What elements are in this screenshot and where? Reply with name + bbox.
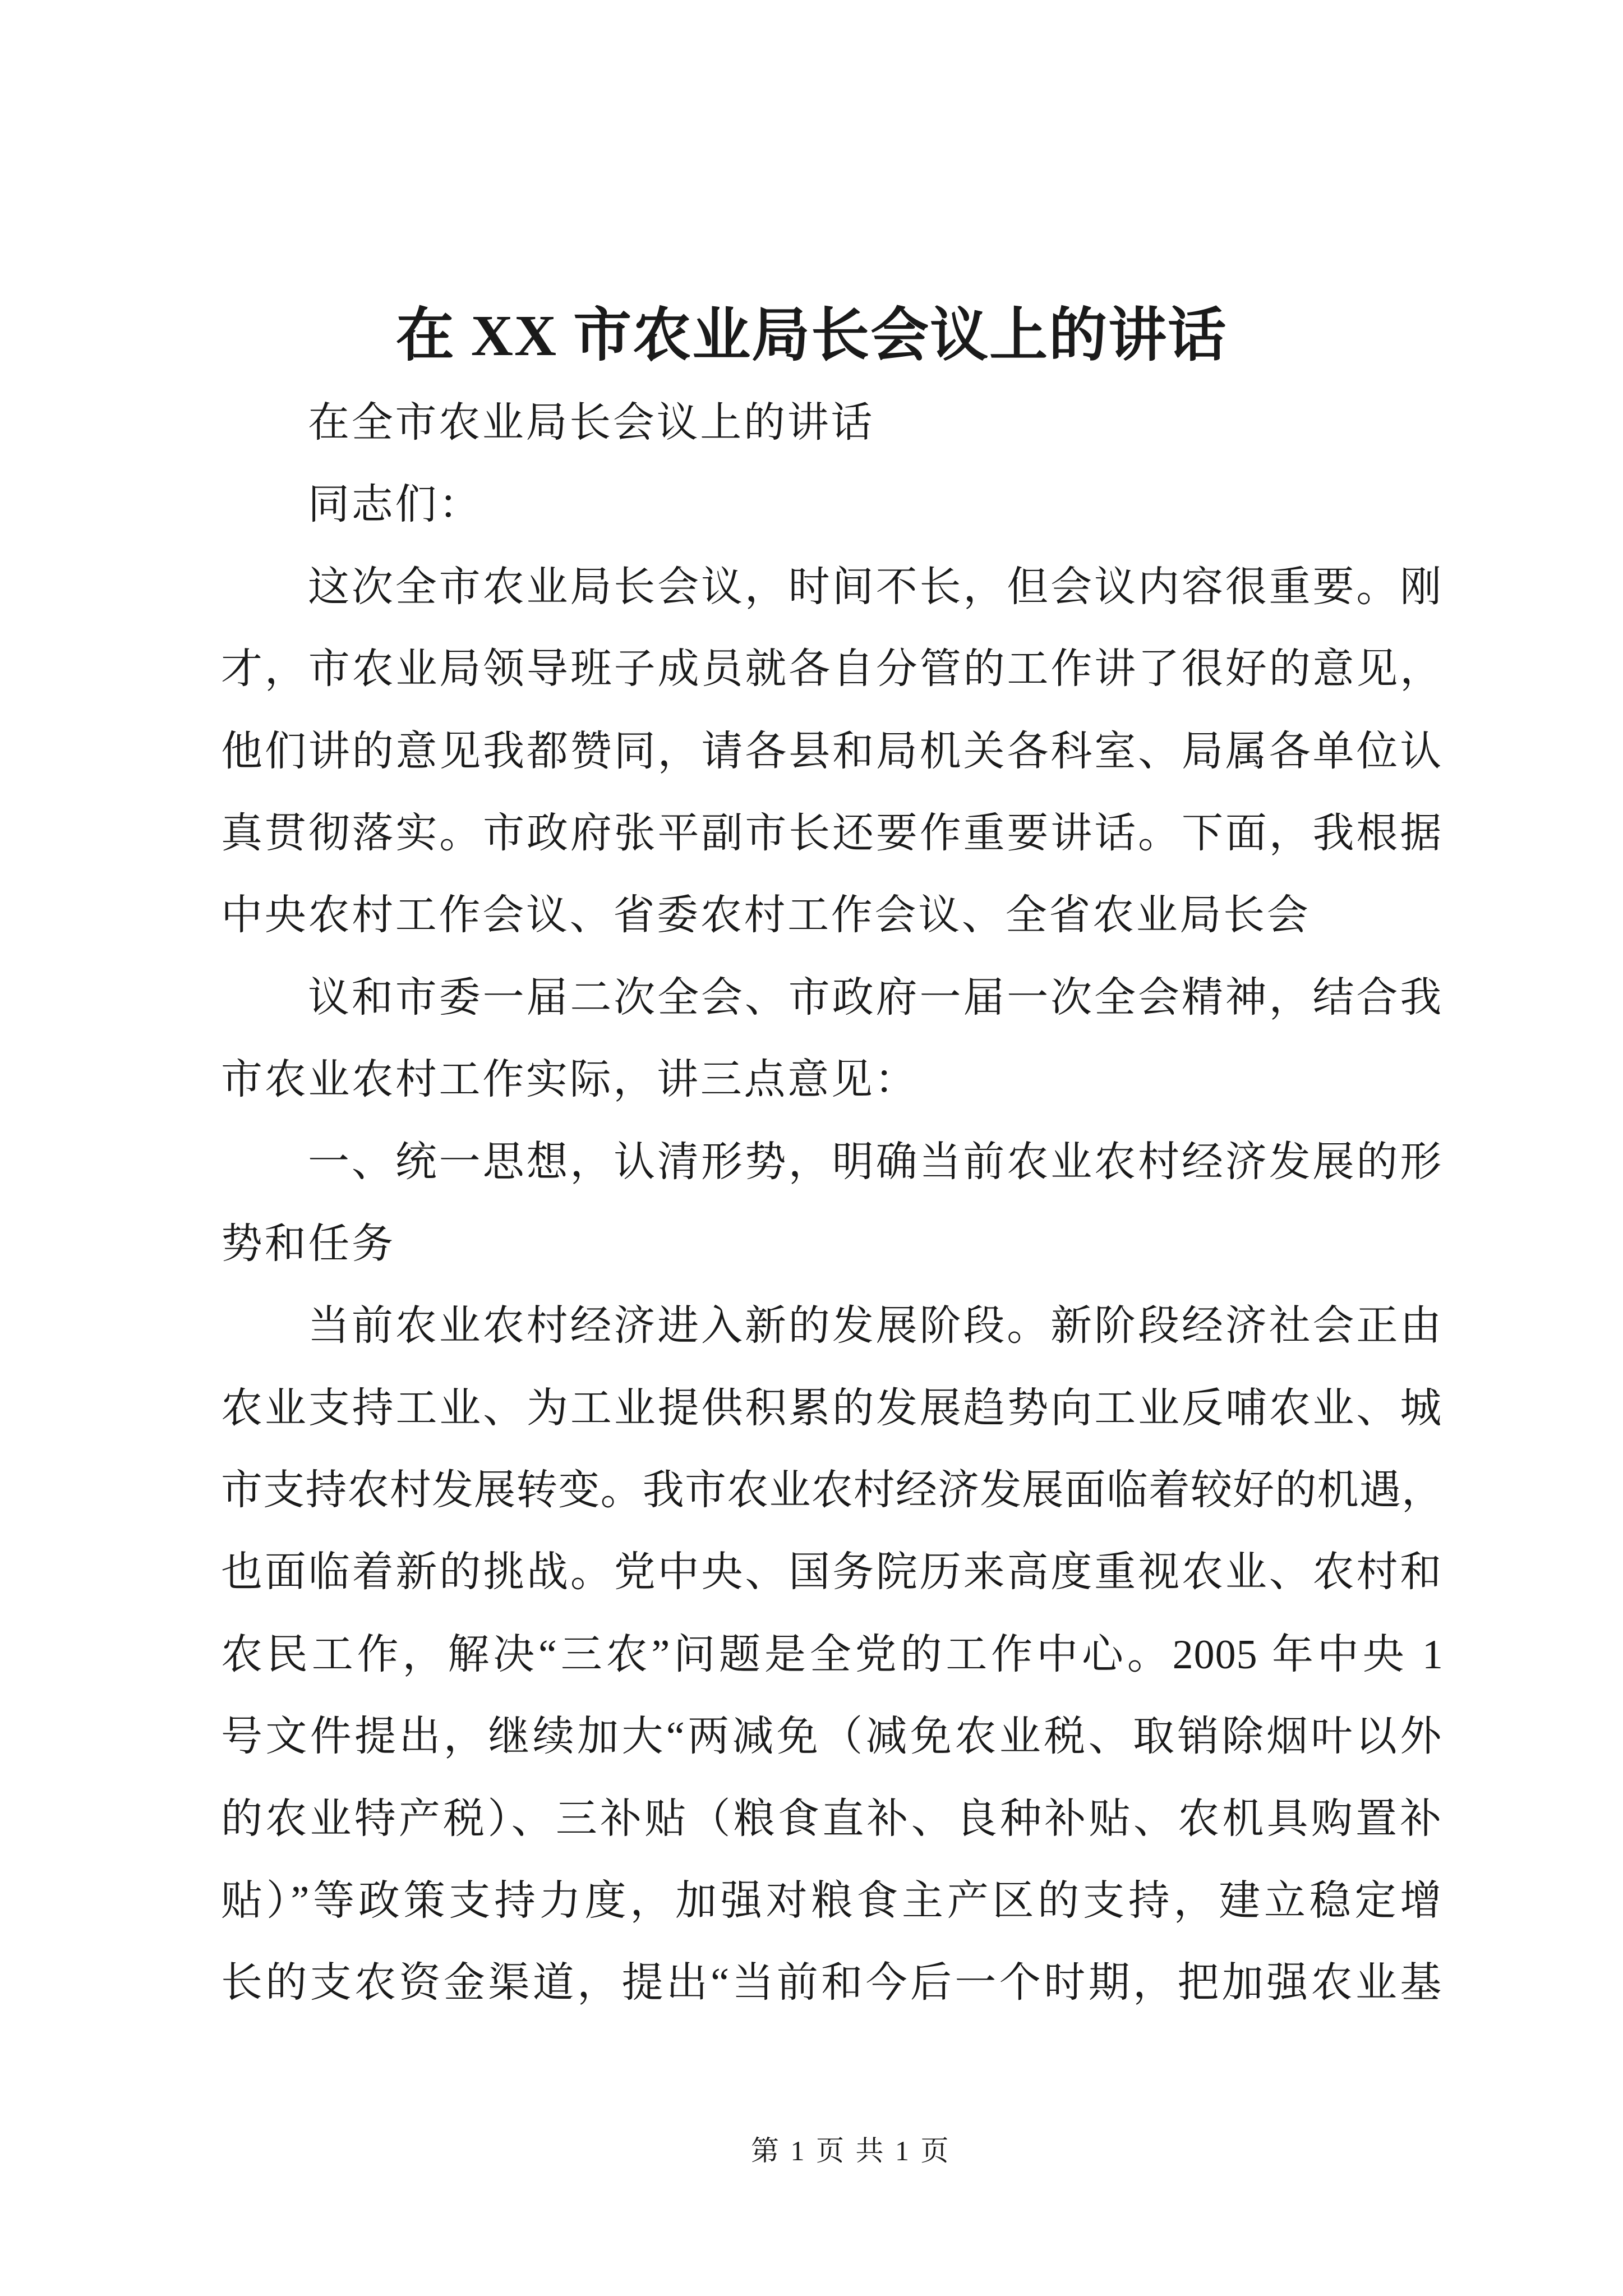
paragraph-line: 市支持农村发展转变。我市农业农村经济发展面临着较好的机遇， (221, 1467, 1444, 1514)
paragraph-line: 中央农村工作会议、省委农村工作会议、全省农业局长会 (221, 892, 1311, 939)
paragraph-line: 这次全市农业局长会议，时间不长，但会议内容很重要。刚 (308, 564, 1444, 610)
section-heading-line: 一、统一思想，认清形势，明确当前农业农村经济发展的形 (308, 1139, 1444, 1185)
paragraph-line: 农业支持工业、为工业提供积累的发展趋势向工业反哺农业、城 (221, 1385, 1444, 1432)
paragraph-line: 当前农业农村经济进入新的发展阶段。新阶段经济社会正由 (308, 1303, 1444, 1350)
paragraph-line: 农民工作，解决“三农”问题是全党的工作中心。2005 年中央 1 (221, 1631, 1444, 1678)
paragraph-line: 才，市农业局领导班子成员就各自分管的工作讲了很好的意见， (221, 646, 1444, 693)
paragraph-line: 号文件提出，继续加大“两减免（减免农业税、取销除烟叶以外 (221, 1714, 1444, 1760)
paragraph-line: 真贯彻落实。市政府张平副市长还要作重要讲话。下面，我根据 (221, 810, 1444, 857)
paragraph-line: 他们讲的意见我都赞同，请各县和局机关各科室、局属各单位认 (221, 728, 1444, 775)
page-footer: 第 1 页 共 1 页 (751, 2135, 949, 2166)
paragraph-line: 贴）”等政策支持力度，加强对粮食主产区的支持，建立稳定增 (221, 1878, 1444, 1925)
section-heading-line: 势和任务 (221, 1221, 395, 1267)
paragraph-line: 议和市委一届二次全会、市政府一届一次全会精神，结合我 (308, 974, 1444, 1021)
paragraph-line: 也面临着新的挑战。党中央、国务院历来高度重视农业、农村和 (221, 1549, 1444, 1596)
paragraph-line: 的农业特产税）、三补贴（粮食直补、良种补贴、农机具购置补 (221, 1796, 1444, 1842)
paragraph-line: 市农业农村工作实际，讲三点意见： (221, 1057, 919, 1103)
paragraph-line: 同志们： (308, 482, 482, 528)
document-title: 在 XX 市农业局长会议上的讲话 (395, 303, 1228, 368)
document-body (221, 382, 1444, 2024)
paragraph-line: 长的支农资金渠道，提出“当前和今后一个时期，把加强农业基 (221, 1960, 1444, 2007)
paragraph-line: 在全市农业局长会议上的讲话 (308, 400, 875, 446)
